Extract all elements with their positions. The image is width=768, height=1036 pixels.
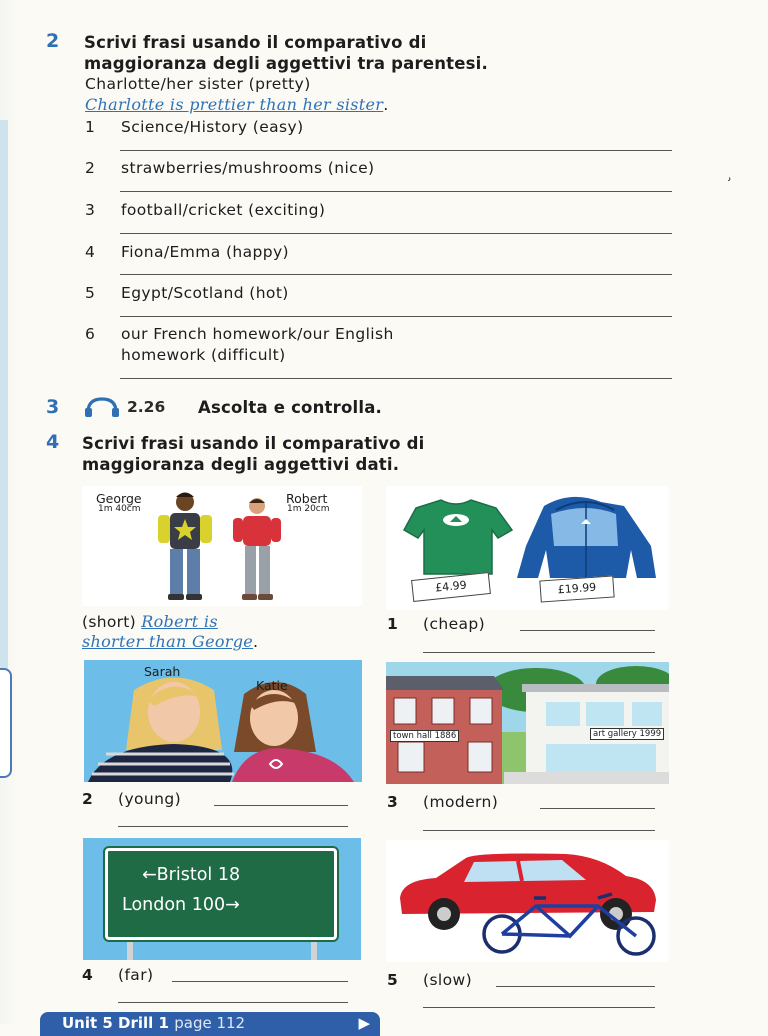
exercise-2-item-3-answer-line[interactable] bbox=[120, 233, 672, 234]
buildings-illustration bbox=[386, 662, 669, 784]
exercise-2-item-6-text-line-2: homework (difficult) bbox=[121, 346, 286, 364]
page-edge-strip bbox=[0, 120, 8, 680]
sign-town-hall: town hall 1886 bbox=[390, 730, 459, 742]
label-george: George bbox=[96, 491, 142, 506]
exercise-4-item-3-answer-line-1[interactable] bbox=[540, 808, 655, 809]
exercise-2-item-6-number: 6 bbox=[85, 325, 95, 343]
exercise-2-item-1-number: 1 bbox=[85, 118, 95, 136]
girls-illustration bbox=[84, 660, 362, 782]
label-robert: Robert bbox=[286, 491, 328, 506]
exercise-4-example-dot: . bbox=[253, 632, 259, 651]
road-sign-line-1: ←Bristol 18 bbox=[142, 865, 241, 885]
exercise-2-instruction bbox=[84, 32, 488, 74]
exercise-4-item-4-word: (far) bbox=[118, 966, 154, 984]
exercise-4-item-1-word: (cheap) bbox=[423, 615, 486, 633]
picture-car-bike bbox=[386, 840, 669, 962]
exercise-2-item-5-text: Egypt/Scotland (hot) bbox=[121, 284, 289, 302]
exercise-2-example-dot: . bbox=[383, 95, 389, 114]
page-edge-tab bbox=[0, 668, 12, 778]
exercise-4-item-3-number: 3 bbox=[387, 793, 398, 811]
exercise-4-example-answer-line-1: Robert is bbox=[141, 612, 218, 631]
label-sarah: Sarah bbox=[144, 664, 181, 679]
footer-label: Unit 5 Drill 1 bbox=[62, 1014, 169, 1032]
exercise-4-item-4-number: 4 bbox=[82, 966, 93, 984]
exercise-4-example-answer-line-2: shorter than George bbox=[82, 632, 254, 651]
exercise-4-item-3-word: (modern) bbox=[423, 793, 499, 811]
exercise-4-number: 4 bbox=[46, 431, 60, 453]
exercise-2-number: 2 bbox=[46, 30, 60, 52]
exercise-4-item-2-number: 2 bbox=[82, 790, 93, 808]
exercise-2-item-5-number: 5 bbox=[85, 284, 95, 302]
exercise-2-instruction-line-1: Scrivi frasi usando il comparativo di bbox=[84, 33, 427, 52]
exercise-4-item-4-answer-line-1[interactable] bbox=[172, 981, 348, 982]
exercise-4-item-1-number: 1 bbox=[387, 615, 398, 633]
road-sign-line-2: London 100→ bbox=[122, 895, 240, 915]
sign-art-gallery: art gallery 1999 bbox=[590, 728, 664, 740]
label-katie: Katie bbox=[256, 678, 288, 693]
headphones-icon[interactable] bbox=[82, 396, 122, 418]
exercise-4-example-row-2 bbox=[82, 632, 258, 651]
exercise-4-item-4-answer-line-2[interactable] bbox=[118, 1002, 348, 1003]
footer-page: page 112 bbox=[174, 1014, 246, 1032]
exercise-4-item-3-answer-line-2[interactable] bbox=[423, 830, 655, 831]
footer-unit-drill-tab[interactable] bbox=[40, 1012, 380, 1036]
exercise-2-example-prompt: Charlotte/her sister (pretty) bbox=[85, 75, 311, 93]
price-tag-jacket: £19.99 bbox=[539, 575, 614, 602]
exercise-4-item-5-answer-line-2[interactable] bbox=[423, 1007, 655, 1008]
height-george: 1m 40cm bbox=[98, 504, 141, 514]
exercise-2-example bbox=[85, 95, 388, 114]
audio-track-number[interactable]: 2.26 bbox=[127, 398, 166, 416]
exercise-4-item-1-answer-line-1[interactable] bbox=[520, 630, 655, 631]
exercise-4-item-1-answer-line-2[interactable] bbox=[423, 652, 655, 653]
exercise-2-item-2-answer-line[interactable] bbox=[120, 191, 672, 192]
exercise-2-item-1-text: Science/History (easy) bbox=[121, 118, 304, 136]
exercise-4-instruction-line-2: maggioranza degli aggettivi dati. bbox=[82, 455, 400, 474]
exercise-2-item-2-text: strawberries/mushrooms (nice) bbox=[121, 159, 375, 177]
exercise-4-example-prompt: (short) bbox=[82, 613, 137, 631]
picture-clothes bbox=[386, 486, 669, 610]
exercise-4-item-5-number: 5 bbox=[387, 971, 398, 989]
footer-arrow-icon: ▶ bbox=[358, 1014, 370, 1032]
exercise-2-item-6-answer-line[interactable] bbox=[120, 378, 672, 379]
exercise-4-instruction bbox=[82, 433, 424, 475]
exercise-2-item-4-text: Fiona/Emma (happy) bbox=[121, 243, 290, 261]
car-bicycle-illustration bbox=[386, 840, 669, 962]
exercise-3-number: 3 bbox=[46, 396, 60, 418]
exercise-2-item-4-number: 4 bbox=[85, 243, 95, 261]
exercise-4-example-row bbox=[82, 612, 218, 631]
exercise-4-item-2-answer-line-2[interactable] bbox=[118, 826, 348, 827]
exercise-2-item-5-answer-line[interactable] bbox=[120, 316, 672, 317]
exercise-2-item-3-text: football/cricket (exciting) bbox=[121, 201, 326, 219]
stray-mark: ʾ bbox=[723, 175, 733, 193]
road-sign bbox=[105, 848, 337, 940]
picture-george-robert bbox=[82, 486, 362, 606]
exercise-4-item-5-word: (slow) bbox=[423, 971, 473, 989]
exercise-2-item-2-number: 2 bbox=[85, 159, 95, 177]
exercise-4-item-2-answer-line-1[interactable] bbox=[214, 805, 348, 806]
height-robert: 1m 20cm bbox=[287, 504, 330, 514]
exercise-3-instruction: Ascolta e controlla. bbox=[198, 398, 383, 417]
exercise-2-item-4-answer-line[interactable] bbox=[120, 274, 672, 275]
exercise-4-item-5-answer-line-1[interactable] bbox=[496, 986, 655, 987]
exercise-2-instruction-line-2: maggioranza degli aggettivi tra parentesi. bbox=[84, 54, 488, 73]
exercise-2-item-6-text-line-1: our French homework/our English bbox=[121, 325, 394, 343]
picture-road-sign bbox=[83, 838, 361, 960]
price-tag-tshirt: £4.99 bbox=[411, 572, 491, 602]
exercise-4-item-2-word: (young) bbox=[118, 790, 182, 808]
picture-buildings bbox=[386, 662, 669, 784]
exercise-2-example-answer: Charlotte is prettier than her sister bbox=[85, 95, 384, 114]
exercise-4-instruction-line-1: Scrivi frasi usando il comparativo di bbox=[82, 434, 425, 453]
exercise-2-item-1-answer-line[interactable] bbox=[120, 150, 672, 151]
exercise-2-item-3-number: 3 bbox=[85, 201, 95, 219]
picture-sarah-katie bbox=[84, 660, 362, 782]
